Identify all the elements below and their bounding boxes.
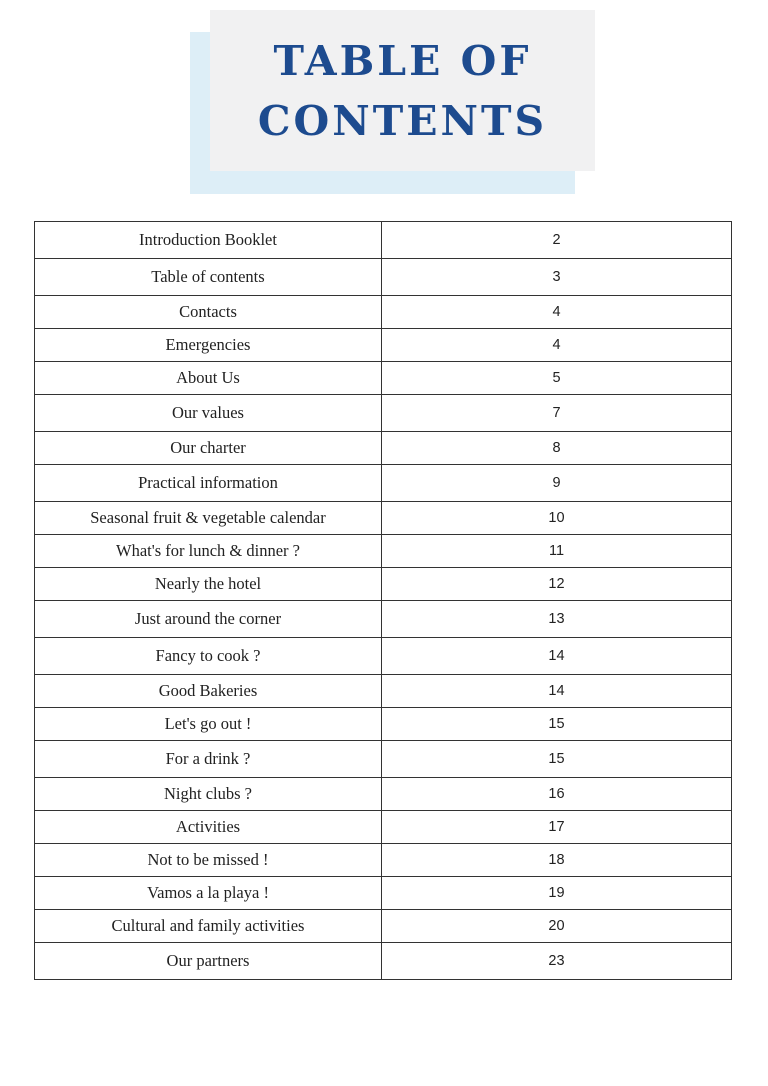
toc-entry-title: Cultural and family activities <box>35 910 382 943</box>
table-row <box>35 296 732 329</box>
toc-entry-title: Our values <box>35 395 382 432</box>
title-box <box>210 10 595 171</box>
table-row <box>35 844 732 877</box>
toc-entry-title: Contacts <box>35 296 382 329</box>
table-row <box>35 465 732 502</box>
page-title-line-1: TABLE OF <box>273 36 532 85</box>
toc-entry-title: What's for lunch & dinner ? <box>35 535 382 568</box>
toc-body <box>35 222 732 980</box>
table-row <box>35 877 732 910</box>
table-row <box>35 741 732 778</box>
toc-entry-title: Fancy to cook ? <box>35 638 382 675</box>
toc-entry-title: Introduction Booklet <box>35 222 382 259</box>
toc-entry-title: Not to be missed ! <box>35 844 382 877</box>
table-row <box>35 638 732 675</box>
toc-entry-title: Seasonal fruit & vegetable calendar <box>35 502 382 535</box>
toc-entry-title: Let's go out ! <box>35 708 382 741</box>
toc-entry-page: 20 <box>382 910 732 943</box>
table-row <box>35 811 732 844</box>
toc-entry-page: 3 <box>382 259 732 296</box>
toc-entry-title: Our partners <box>35 943 382 980</box>
toc-entry-title: Emergencies <box>35 329 382 362</box>
toc-entry-page: 7 <box>382 395 732 432</box>
table-row <box>35 329 732 362</box>
toc-entry-page: 23 <box>382 943 732 980</box>
toc-entry-page: 13 <box>382 601 732 638</box>
table-row <box>35 222 732 259</box>
table-row <box>35 910 732 943</box>
toc-entry-page: 11 <box>382 535 732 568</box>
toc-entry-title: Good Bakeries <box>35 675 382 708</box>
toc-entry-title: Nearly the hotel <box>35 568 382 601</box>
toc-entry-page: 4 <box>382 296 732 329</box>
table-row <box>35 535 732 568</box>
page-title-line-2: CONTENTS <box>257 96 548 145</box>
toc-entry-page: 4 <box>382 329 732 362</box>
table-row <box>35 502 732 535</box>
toc-entry-page: 15 <box>382 741 732 778</box>
table-row <box>35 395 732 432</box>
table-row <box>35 568 732 601</box>
toc-entry-title: Activities <box>35 811 382 844</box>
toc-entry-title: Just around the corner <box>35 601 382 638</box>
toc-entry-page: 5 <box>382 362 732 395</box>
table-row <box>35 943 732 980</box>
table-row <box>35 601 732 638</box>
table-row <box>35 675 732 708</box>
toc-entry-title: Table of contents <box>35 259 382 296</box>
toc-entry-title: About Us <box>35 362 382 395</box>
toc-entry-page: 17 <box>382 811 732 844</box>
toc-entry-page: 12 <box>382 568 732 601</box>
toc-entry-page: 8 <box>382 432 732 465</box>
toc-entry-title: For a drink ? <box>35 741 382 778</box>
table-row <box>35 432 732 465</box>
table-row <box>35 362 732 395</box>
table-row <box>35 708 732 741</box>
toc-entry-page: 10 <box>382 502 732 535</box>
toc-entry-page: 19 <box>382 877 732 910</box>
toc-entry-title: Vamos a la playa ! <box>35 877 382 910</box>
table-row <box>35 259 732 296</box>
toc-entry-page: 18 <box>382 844 732 877</box>
toc-entry-page: 15 <box>382 708 732 741</box>
toc-entry-page: 14 <box>382 638 732 675</box>
toc-entry-page: 9 <box>382 465 732 502</box>
toc-entry-title: Night clubs ? <box>35 778 382 811</box>
table-of-contents <box>34 221 732 980</box>
toc-entry-title: Our charter <box>35 432 382 465</box>
toc-entry-page: 14 <box>382 675 732 708</box>
toc-entry-page: 16 <box>382 778 732 811</box>
toc-entry-page: 2 <box>382 222 732 259</box>
toc-entry-title: Practical information <box>35 465 382 502</box>
table-row <box>35 778 732 811</box>
